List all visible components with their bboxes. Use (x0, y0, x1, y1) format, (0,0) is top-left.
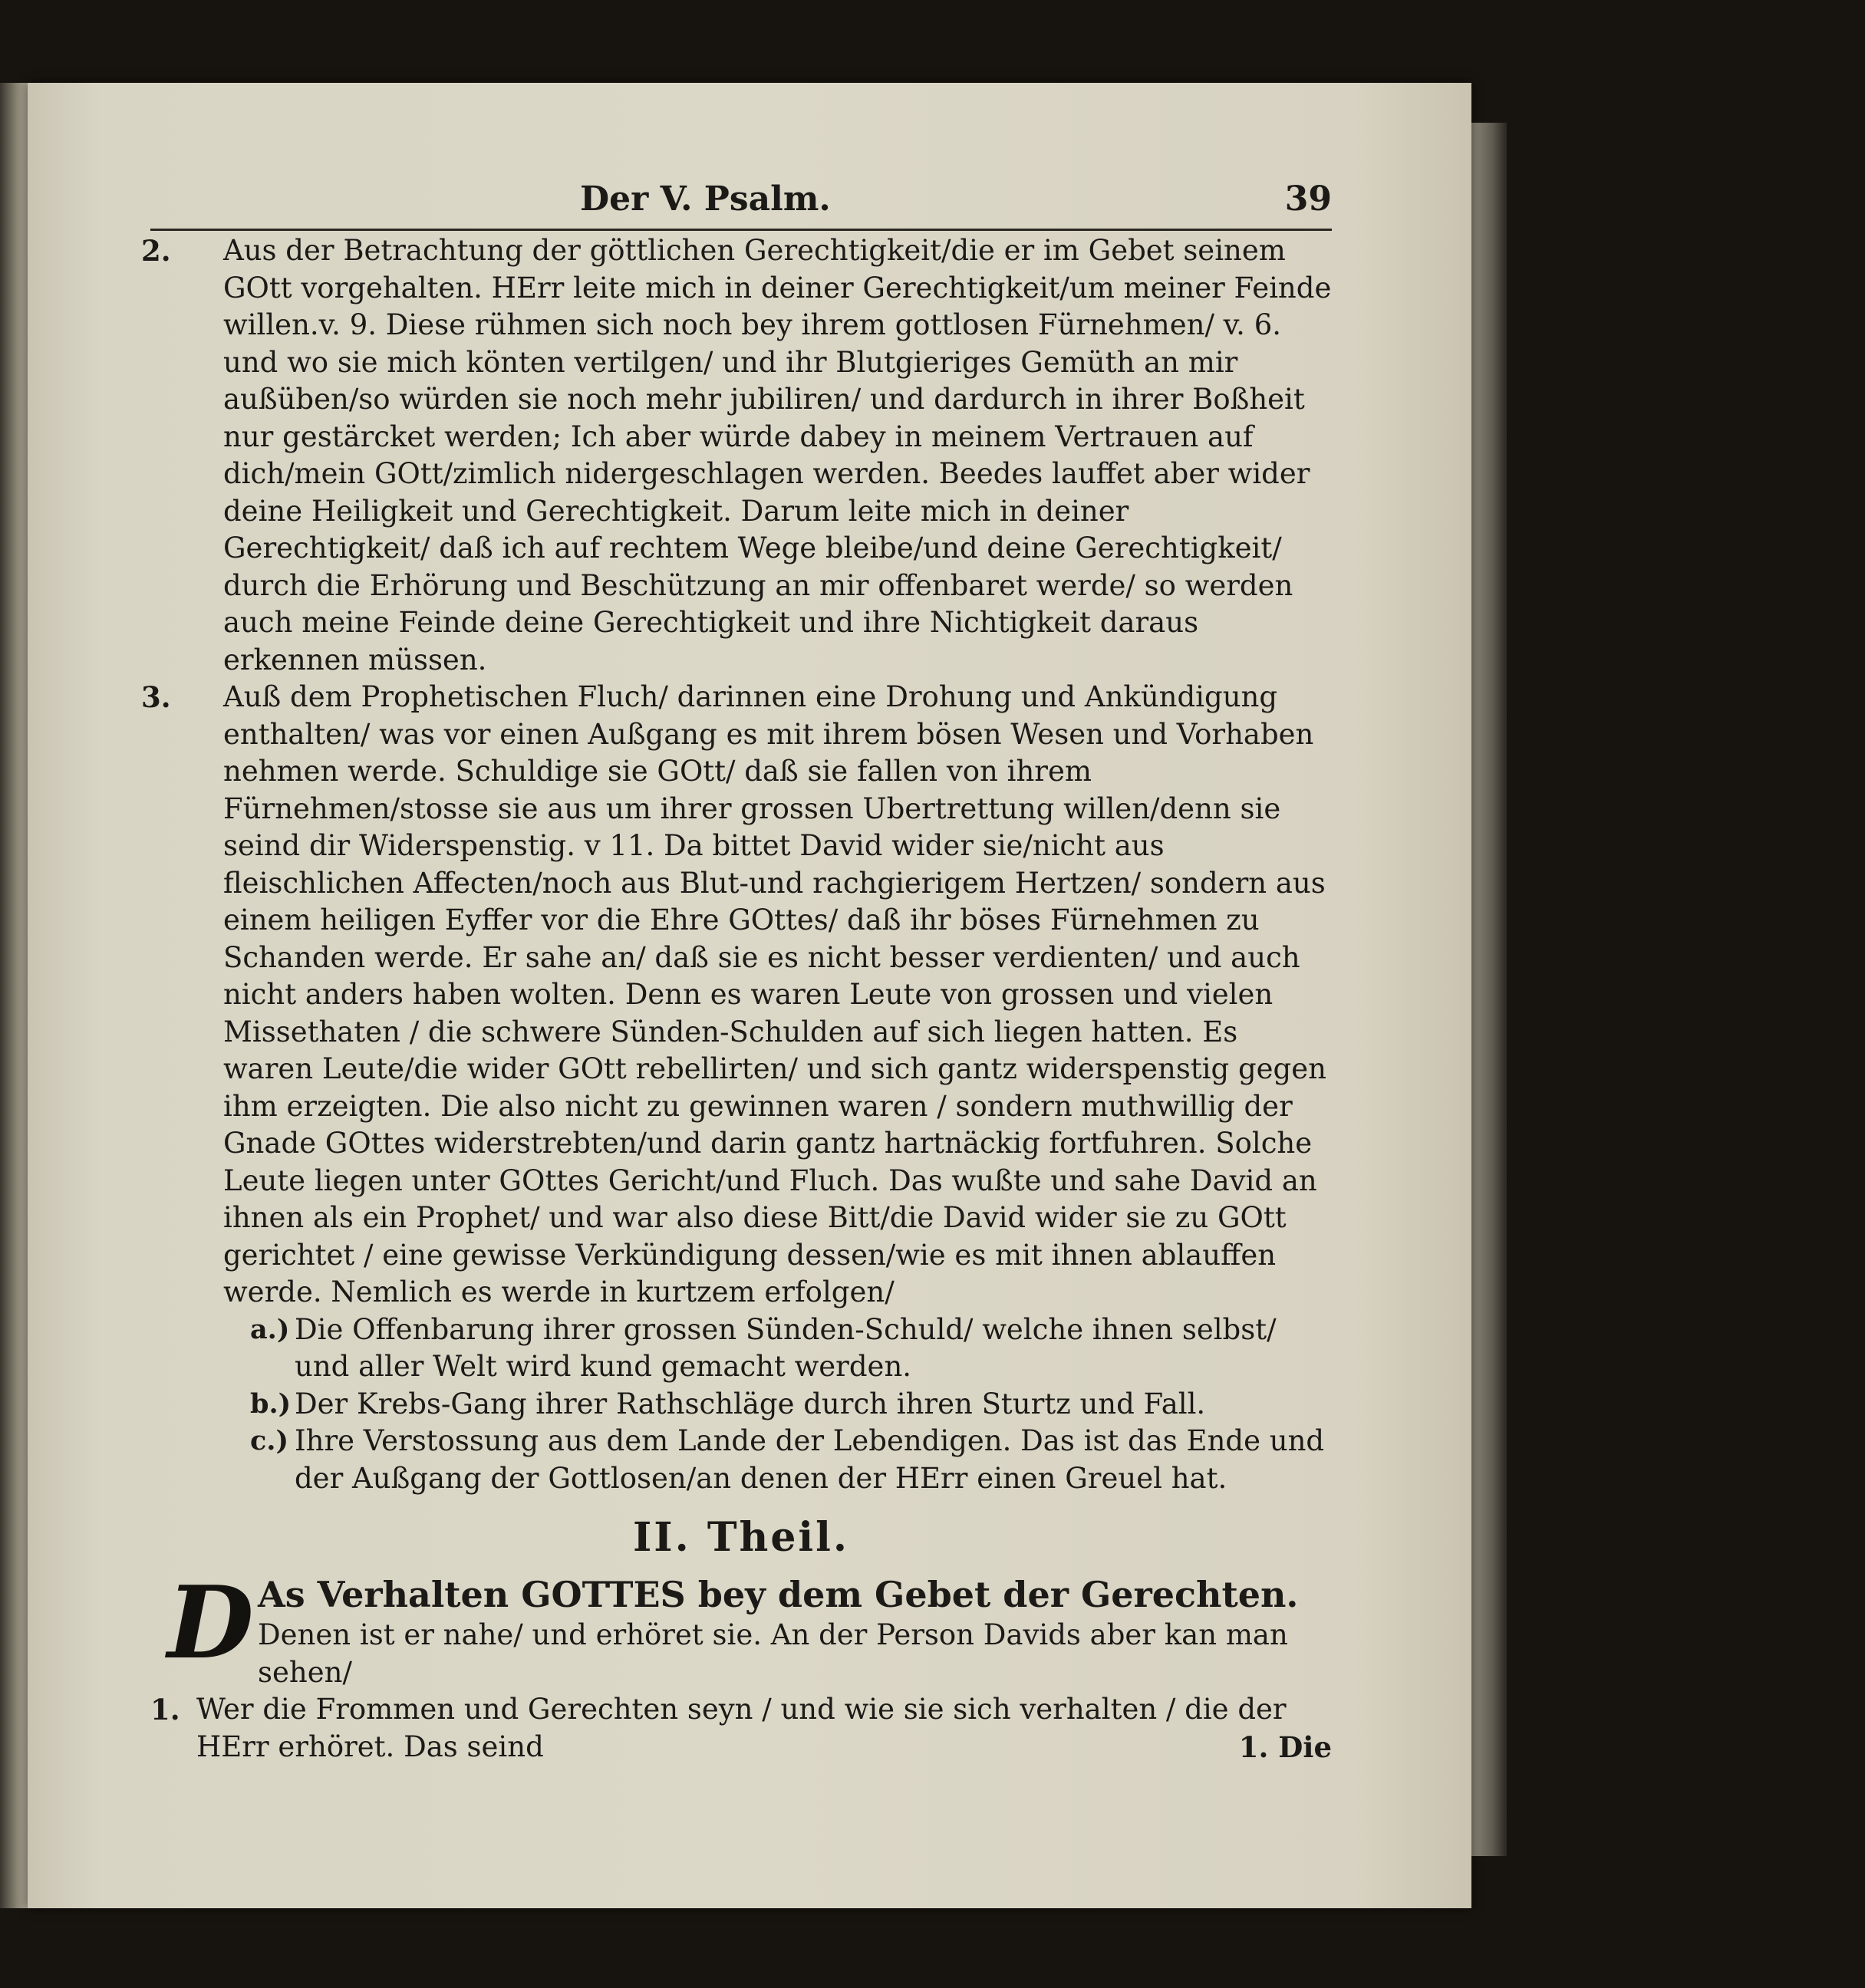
subitem-marker: a.) (250, 1313, 290, 1345)
section-intro (150, 1564, 1332, 1691)
subitem-text: Der Krebs-Gang ihrer Rathschläge durch ihren Sturtz und Fall. (295, 1387, 1206, 1420)
intro-lead: As Verhalten GOTTES bey dem Gebet der Gerechten. (258, 1574, 1299, 1615)
page-number: 39 (1284, 179, 1332, 219)
section-heading: II. Theil. (632, 1514, 850, 1561)
subitem-marker: c.) (250, 1425, 289, 1456)
point-text: Wer die Frommen und Gerechten seyn / und wie sie sich verhalten / die der HErr erhöret. Das seind (196, 1693, 1287, 1763)
point-3 (141, 679, 1332, 1312)
point-2 (141, 232, 1332, 679)
page-title: Der V. Psalm. (580, 179, 831, 219)
point-text: Auß dem Prophetischen Fluch/ darinnen eine Drohung und Ankündigung enthalten/ was vor einen Außgang es mit ihrem bösen Wesen und Vorhaben nehmen werde. Schuldige sie GOtt/ daß sie fallen von ihrem Fürnehmen/stosse sie aus um ihrer grossen Ubertrettung willen/denn sie seind dir Widerspenstig. v 11. Da bittet David wider sie/nicht aus fleischlichen Affecten/noch aus Blut-und rachgierigem Hertzen/ sondern aus einem heiligen Eyffer vor die Ehre GOttes/ daß ihr böses Fürnehmen zu Schanden werde. Er sahe an/ daß sie es nicht besser verdienten/ und auch nicht anders haben wolten. Denn es waren Leute von grossen und vielen Missethaten / die schwere Sünden-Schulden auf sich liegen hatten. Es waren Leute/die wider GOtt rebellirten/ und sich gantz widerspenstig gegen ihm erzeigten. Die also nicht zu gewinnen waren / sondern muthwillig der Gnade GOttes widerstrebten/und darin gantz hartnäckig fortfuhren. Solche Leute liegen unter GOttes Gericht/und Fluch. Das wußte und sahe David an ihnen als ein Prophet/ und war also diese Bitt/die David wider sie zu GOtt gerichtet / eine gewisse Verkündigung dessen/wie es mit ihnen ablauffen werde. Nemlich es werde in kurtzem erfolgen/ (223, 680, 1326, 1308)
point-number: 2. (141, 234, 171, 268)
page-stack-edge (1471, 123, 1507, 1856)
subitem-c (150, 1423, 1332, 1497)
intro-text: Denen ist er nahe/ und erhöret sie. An der Person Davids aber kan man sehen/ (258, 1618, 1288, 1689)
point-number: 1. (150, 1693, 180, 1726)
running-header (150, 172, 1332, 231)
subitem-a (150, 1312, 1332, 1386)
facing-page-edge (0, 83, 31, 1908)
drop-cap: D (167, 1564, 254, 1681)
point-1 (150, 1691, 1332, 1766)
subitem-text: Die Offenbarung ihrer grossen Sünden-Schuld/ welche ihnen selbst/ und aller Welt wird kund gemacht werden. (295, 1312, 1277, 1383)
subitem-text: Ihre Verstossung aus dem Lande der Lebendigen. Das ist das Ende und der Außgang der Gottlosen/an denen der HErr einen Greuel hat. (295, 1424, 1325, 1495)
catchword: 1. Die (1238, 1730, 1332, 1764)
point-number: 3. (141, 680, 171, 714)
subitem-b (150, 1386, 1332, 1424)
point-text: Aus der Betrachtung der göttlichen Gerechtigkeit/die er im Gebet seinem GOtt vorgehalten. HErr leite mich in deiner Gerechtigkeit/um meiner Feinde willen.v. 9. Diese rühmen sich noch bey ihrem gottlosen Fürnehmen/ v. 6. und wo sie mich könten vertilgen/ und ihr Blutgieriges Gemüth an mir außüben/so würden sie noch mehr jubiliren/ und dardurch in ihrer Boßheit nur gestärcket werden; Ich aber würde dabey in meinem Vertrauen auf dich/mein GOtt/zimlich nidergeschlagen werden. Beedes lauffet aber wider deine Heiligkeit und Gerechtigkeit. Darum leite mich in deiner Gerechtigkeit/ daß ich auf rechtem Wege bleibe/und deine Gerechtigkeit/ durch die Erhörung und Beschützung an mir offenbaret werde/ so werden auch meine Feinde deine Gerechtigkeit und ihre Nichtigkeit daraus erkennen müssen. (223, 234, 1332, 676)
subitem-marker: b.) (250, 1387, 292, 1420)
page-text (141, 172, 1332, 1766)
